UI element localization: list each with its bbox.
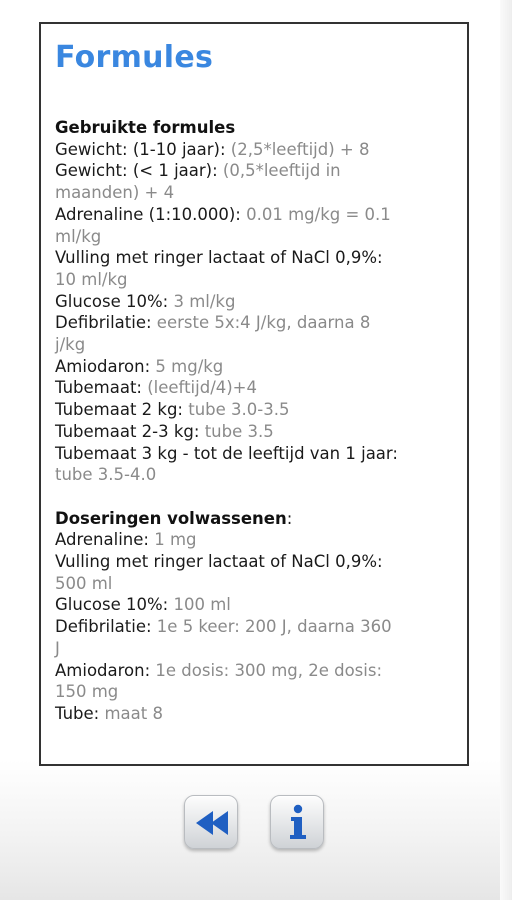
formula-line <box>55 269 451 291</box>
formula-value: 5 mg/kg <box>155 356 224 376</box>
section-heading-text: Doseringen volwassenen <box>55 508 287 528</box>
formula-value: maat 8 <box>104 703 163 723</box>
formula-line <box>55 377 451 399</box>
formula-label: Gewicht: (< 1 jaar): <box>55 161 223 181</box>
formula-line <box>55 660 451 682</box>
formula-label: Gewicht: (1-10 jaar): <box>55 139 231 159</box>
scroll-edge <box>500 0 512 900</box>
formula-value: 1e 5 keer: 200 J, daarna 360 <box>156 617 392 637</box>
formula-label: Amiodaron: <box>55 356 156 376</box>
formula-value: 3 ml/kg <box>173 291 236 311</box>
formula-line <box>55 204 451 226</box>
back-button[interactable] <box>184 795 238 849</box>
formula-value: tube 3.0-3.5 <box>188 400 290 420</box>
section-heading <box>55 117 451 139</box>
formula-label: Tube: <box>55 703 105 723</box>
formula-value: 0.01 mg/kg = 0.1 <box>246 204 391 224</box>
formula-label: Adrenaline: <box>55 530 155 550</box>
formula-label: Amiodaron: <box>55 660 156 680</box>
section-spacer <box>55 486 451 508</box>
formula-value: 150 mg <box>55 682 119 702</box>
info-button[interactable] <box>270 795 324 849</box>
formula-line <box>55 139 451 161</box>
formula-label: Glucose 10%: <box>55 595 174 615</box>
formula-line <box>55 464 451 486</box>
formula-label: Tubemaat 3 kg - tot de leeftijd van 1 jaar: <box>55 443 398 463</box>
formula-value: 1 mg <box>154 530 197 550</box>
formula-value: maanden) + 4 <box>55 183 175 203</box>
formula-line <box>55 312 451 334</box>
formula-label: Adrenaline (1:10.000): <box>55 204 247 224</box>
formula-label: Tubemaat 2 kg: <box>55 400 189 420</box>
formula-line <box>55 551 451 573</box>
formula-value: tube 3.5-4.0 <box>55 465 157 485</box>
formula-value: 500 ml <box>55 573 113 593</box>
formula-line <box>55 529 451 551</box>
formula-value: ml/kg <box>55 226 102 246</box>
formula-line <box>55 573 451 595</box>
formula-line <box>55 356 451 378</box>
formula-value: 10 ml/kg <box>55 269 128 289</box>
formula-value: (leeftijd/4)+4 <box>147 378 258 398</box>
formula-label: Tubemaat: <box>55 378 148 398</box>
formula-label: Defibrilatie: <box>55 617 157 637</box>
section-heading-suffix: : <box>286 508 293 528</box>
section-heading <box>55 508 451 530</box>
formula-line <box>55 421 451 443</box>
formula-line <box>55 334 451 356</box>
formula-line <box>55 226 451 248</box>
formula-label: Glucose 10%: <box>55 291 174 311</box>
formula-value: (2,5*leeftijd) + 8 <box>230 139 370 159</box>
formula-line <box>55 247 451 269</box>
formula-line <box>55 681 451 703</box>
formula-line <box>55 594 451 616</box>
formula-value: j/kg <box>55 335 86 355</box>
formula-value: eerste 5x:4 J/kg, daarna 8 <box>156 313 371 333</box>
formula-label: Tubemaat 2-3 kg: <box>55 421 205 441</box>
formula-line <box>55 638 451 660</box>
formula-label: Defibrilatie: <box>55 313 157 333</box>
rewind-icon <box>185 796 239 850</box>
formula-line <box>55 182 451 204</box>
formula-line <box>55 616 451 638</box>
formula-value: 100 ml <box>173 595 231 615</box>
formula-line <box>55 291 451 313</box>
formula-label: Vulling met ringer lactaat of NaCl 0,9%: <box>55 248 383 268</box>
formula-value: tube 3.5 <box>204 421 274 441</box>
formula-line <box>55 703 451 725</box>
section-heading-text: Gebruikte formules <box>55 118 236 137</box>
formula-value: (0,5*leeftijd in <box>222 161 341 181</box>
formula-value: 1e dosis: 300 mg, 2e dosis: <box>155 660 383 680</box>
formulas-content <box>55 117 451 725</box>
page-title: Formules <box>55 40 214 75</box>
formulas-panel <box>39 22 469 766</box>
formula-line <box>55 160 451 182</box>
formula-label: Vulling met ringer lactaat of NaCl 0,9%: <box>55 552 383 572</box>
formula-line <box>55 399 451 421</box>
info-icon <box>271 796 325 850</box>
formula-line <box>55 443 451 465</box>
formula-value: J <box>55 638 60 658</box>
